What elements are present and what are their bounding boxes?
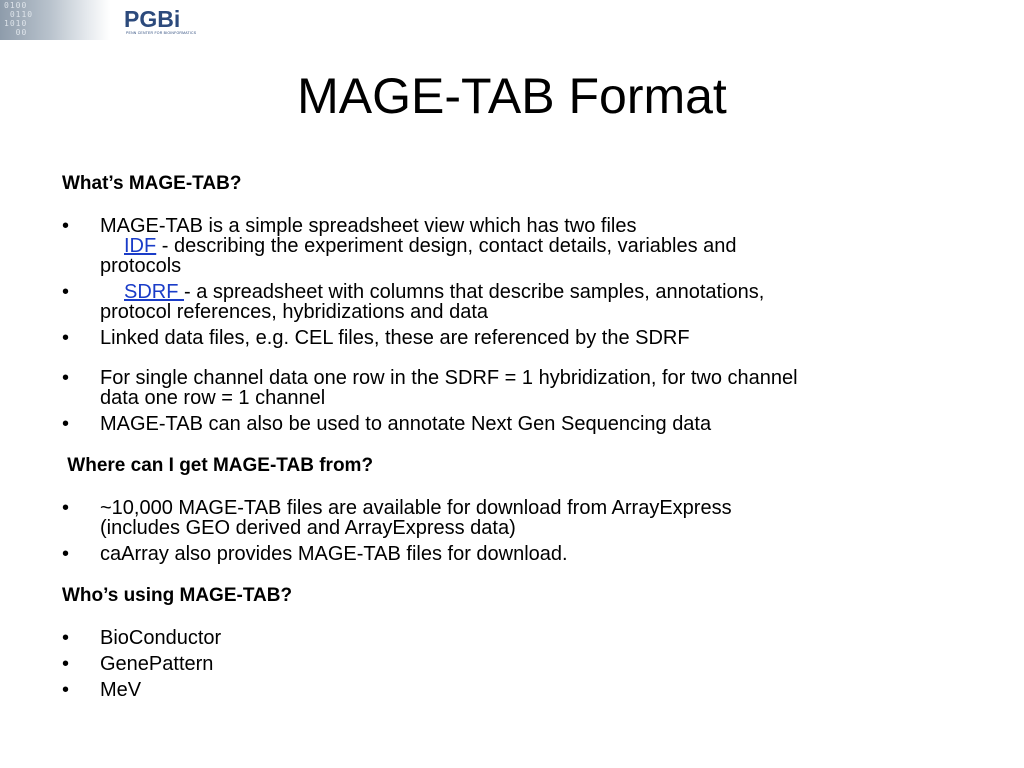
list-item-text: BioConductor [100,627,222,649]
list-item [62,414,992,434]
logo-subtitle: PENN CENTER FOR BIOINFORMATICS [126,31,197,35]
bullet-icon: • [62,367,70,389]
list-item [62,216,992,276]
bullet-icon: • [62,627,70,649]
logo-wordmark: PGBi [124,6,181,32]
list-item-text: MAGE-TAB is a simple spreadsheet view which has two files [100,215,637,237]
list-item [62,282,992,322]
list-item-text: (includes GEO derived and ArrayExpress data) [100,517,516,539]
list-item-text: data one row = 1 channel [100,387,326,409]
list-item-text: caArray also provides MAGE-TAB files for download. [100,543,568,565]
slide-title: MAGE-TAB Format [297,68,727,124]
bullet-icon: • [62,497,70,519]
pcbi-logo [124,7,216,35]
dna-banner-image [0,0,110,40]
list-item-text: - a spreadsheet with columns that describe samples, annotations, [184,281,765,303]
bullet-icon: • [62,215,70,237]
list-item [62,368,992,408]
bullet-icon: • [62,653,70,675]
list-item [62,628,992,648]
section-heading-where: Where can I get MAGE-TAB from? [62,455,374,476]
list-item-text: MAGE-TAB can also be used to annotate Next Gen Sequencing data [100,413,712,435]
binary-digits-decoration: 0100 0110 1010 00 [4,1,34,37]
list-item [62,328,992,348]
bullet-icon: • [62,413,70,435]
list-item [62,680,992,700]
list-item-text: protocol references, hybridizations and data [100,301,489,323]
list-item [62,654,992,674]
bullet-icon: • [62,327,70,349]
list-item [62,544,992,564]
slide-body [62,172,992,700]
section-heading-what: What’s MAGE-TAB? [62,173,242,194]
list-item-text: - describing the experiment design, contact details, variables and [156,235,737,257]
list-item-text: MeV [100,679,142,701]
bullet-icon: • [62,543,70,565]
section-heading-who: Who’s using MAGE-TAB? [62,585,293,606]
bullet-icon: • [62,281,70,303]
list-item-text: GenePattern [100,653,214,675]
list-item-text: Linked data files, e.g. CEL files, these are referenced by the SDRF [100,327,690,349]
list-item-text: For single channel data one row in the SDRF = 1 hybridization, for two channel [100,367,798,389]
list-item-text: ~10,000 MAGE-TAB files are available for download from ArrayExpress [100,497,732,519]
idf-link[interactable]: IDF [124,235,157,257]
bullet-icon: • [62,679,70,701]
list-item-text: protocols [100,255,182,277]
list-item [62,498,992,538]
sdrf-link[interactable]: SDRF [124,281,184,303]
